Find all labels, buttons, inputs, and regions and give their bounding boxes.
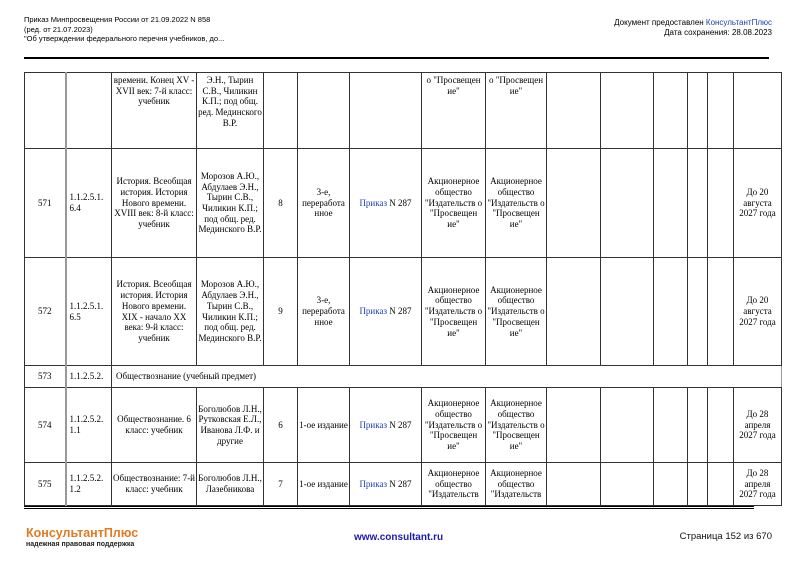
- header-divider: [24, 57, 769, 59]
- document-provider: [614, 18, 772, 38]
- subject-heading-cell: Обществознание (учебный предмет): [112, 366, 782, 388]
- authors-cell: Э.Н., Тырин С.В., Чиликин К.П.; под общ. ред. Мединского В.Р.: [197, 73, 264, 149]
- order-number: N 287: [387, 306, 412, 317]
- title-cell: Обществознание. 6 класс: учебник: [112, 388, 197, 463]
- empty-cell: [547, 388, 601, 463]
- publisher-cell: Акционерное общество "Издательств о "Просвещен ие": [422, 258, 486, 366]
- order-number: N 287: [387, 419, 412, 430]
- edition-cell: 3-е, переработа нное: [298, 149, 350, 258]
- publisher-cell: Акционерное общество "Издательств о "Просвещен ие": [422, 388, 486, 463]
- edition-cell: 1-ое издание: [298, 463, 350, 506]
- website-link[interactable]: www.consultant.ru: [354, 532, 444, 543]
- page-number: Страница 152 из 670: [679, 531, 772, 542]
- consultant-logo: КонсультантПлюс: [26, 526, 139, 540]
- empty-cell: [601, 388, 654, 463]
- grade-cell: 7: [264, 463, 298, 506]
- authors-cell: Боголюбов Л.Н., Лазебникова: [197, 463, 264, 506]
- empty-cell: [688, 149, 708, 258]
- publisher-cell: о "Просвещен ие": [422, 73, 486, 149]
- order-number: N 287: [387, 197, 412, 208]
- grade-cell: [264, 73, 298, 149]
- empty-cell: [654, 258, 688, 366]
- empty-cell: [601, 258, 654, 366]
- empty-cell: [708, 149, 734, 258]
- code-cell: 1.1.2.5.2. 1.1: [66, 388, 112, 463]
- order-link[interactable]: Приказ: [359, 478, 388, 489]
- publisher-cell: Акционерное общество "Издательств: [422, 463, 486, 506]
- order-cell: [350, 149, 422, 258]
- order-cell: [350, 258, 422, 366]
- authors-cell: Морозов А.Ю., Абдулаев Э.Н., Тырин С.В., Чиликин К.П.; под общ. ред. Мединского В.Р.: [197, 149, 264, 258]
- order-link[interactable]: Приказ: [359, 419, 388, 430]
- empty-cell: [688, 463, 708, 506]
- empty-cell: [601, 149, 654, 258]
- saved-date: Дата сохранения: 28.08.2023: [664, 28, 772, 37]
- order-number: N 287: [387, 478, 412, 489]
- order-cell: [350, 388, 422, 463]
- authors-cell: Боголюбов Л.Н., Рутковская Е.Л., Иванова Л.Ф. и другие: [197, 388, 264, 463]
- empty-cell: [708, 463, 734, 506]
- table-row: [25, 258, 782, 366]
- empty-cell: [601, 463, 654, 506]
- code-cell: 1.1.2.5.2.: [66, 366, 112, 388]
- order-link[interactable]: Приказ: [359, 197, 388, 208]
- code-cell: 1.1.2.5.2. 1.2: [66, 463, 112, 506]
- row-number-cell: 571: [25, 149, 66, 258]
- title-cell: История. Всеобщая история. История Нового времени. XIX - начало XX века: 9-й класс: учебник: [112, 258, 197, 366]
- code-cell: 1.1.2.5.1. 6.4: [66, 149, 112, 258]
- order-link[interactable]: Приказ: [359, 306, 388, 317]
- doc-title-line: (ред. от 21.07.2023): [24, 24, 93, 34]
- table-row: [25, 463, 782, 506]
- empty-cell: [547, 149, 601, 258]
- empty-cell: [547, 258, 601, 366]
- logo-tagline: надежная правовая поддержка: [26, 541, 135, 548]
- edition-cell: 3-е, переработа нное: [298, 258, 350, 366]
- table-row: [25, 149, 782, 258]
- empty-cell: [708, 388, 734, 463]
- empty-cell: [688, 73, 708, 149]
- grade-cell: 8: [264, 149, 298, 258]
- provided-by-label: Документ предоставлен: [614, 18, 706, 27]
- doc-title-line: "Об утверждении федерального перечня учебников, до...: [24, 34, 225, 43]
- publisher-cell: о "Просвещен ие": [486, 73, 547, 149]
- empty-cell: [654, 149, 688, 258]
- publisher-cell: Акционерное общество "Издательств: [486, 463, 547, 506]
- empty-cell: [708, 258, 734, 366]
- edition-cell: [298, 73, 350, 149]
- deadline-cell: До 20 августа 2027 года: [734, 258, 782, 366]
- publisher-cell: Акционерное общество "Издательств о "Просвещен ие": [486, 258, 547, 366]
- footer-divider: [24, 506, 754, 509]
- provider-brand-link[interactable]: КонсультантПлюс: [705, 18, 772, 27]
- deadline-cell: До 28 апреля 2027 года: [734, 388, 782, 463]
- deadline-cell: До 28 апреля 2027 года: [734, 463, 782, 506]
- empty-cell: [688, 258, 708, 366]
- publisher-cell: Акционерное общество "Издательств о "Просвещен ие": [422, 149, 486, 258]
- empty-cell: [547, 73, 601, 149]
- row-number-cell: 573: [25, 366, 66, 388]
- row-number-cell: [25, 73, 66, 149]
- table-row: [25, 388, 782, 463]
- deadline-cell: До 20 августа 2027 года: [734, 149, 782, 258]
- empty-cell: [601, 73, 654, 149]
- empty-cell: [654, 463, 688, 506]
- deadline-cell: [734, 73, 782, 149]
- empty-cell: [547, 463, 601, 506]
- empty-cell: [654, 73, 688, 149]
- table-row: [25, 73, 782, 149]
- row-number-cell: 575: [25, 463, 66, 506]
- grade-cell: 9: [264, 258, 298, 366]
- title-cell: История. Всеобщая история. История Нового времени. XVIII век: 8-й класс: учебник: [112, 149, 197, 258]
- textbook-table: [24, 72, 782, 506]
- title-cell: времени. Конец XV - XVII век: 7-й класс: учебник: [112, 73, 197, 149]
- empty-cell: [654, 388, 688, 463]
- publisher-cell: Акционерное общество "Издательств о "Просвещен ие": [486, 388, 547, 463]
- publisher-cell: Акционерное общество "Издательств о "Просвещен ие": [486, 149, 547, 258]
- order-cell: [350, 463, 422, 506]
- grade-cell: 6: [264, 388, 298, 463]
- order-cell: [350, 73, 422, 149]
- title-cell: Обществознание: 7-й класс: учебник: [112, 463, 197, 506]
- code-cell: 1.1.2.5.1. 6.5: [66, 258, 112, 366]
- empty-cell: [688, 388, 708, 463]
- edition-cell: 1-ое издание: [298, 388, 350, 463]
- code-cell: [66, 73, 112, 149]
- empty-cell: [708, 73, 734, 149]
- doc-title-line: Приказ Минпросвещения России от 21.09.2022 N 858: [24, 15, 211, 24]
- authors-cell: Морозов А.Ю., Абдулаев Э.Н., Тырин С.В., Чиликин К.П.; под общ. ред. Мединского В.Р.: [197, 258, 264, 366]
- table-row: [25, 366, 782, 388]
- row-number-cell: 574: [25, 388, 66, 463]
- row-number-cell: 572: [25, 258, 66, 366]
- document-title: [24, 15, 224, 44]
